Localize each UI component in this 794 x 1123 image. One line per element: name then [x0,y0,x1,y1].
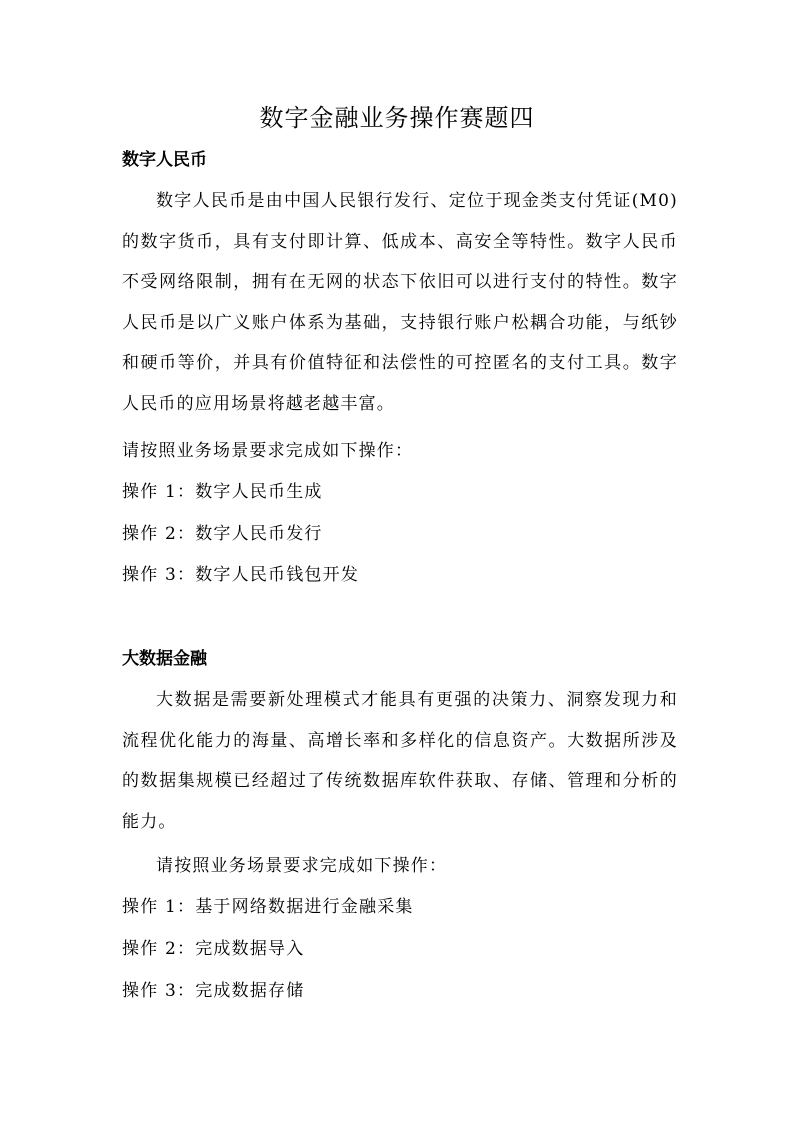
operation-item: 操作 3：数字人民币钱包开发 [122,565,360,585]
operation-item: 操作 1：数字人民币生成 [122,482,323,502]
operation-item: 操作 2：数字人民币发行 [122,524,323,544]
section-heading-digital-rmb: 数字人民币 [122,150,207,170]
document-title: 数字金融业务操作赛题四 [259,104,535,132]
section-heading-big-data-finance: 大数据金融 [122,649,207,669]
operation-item: 操作 1：基于网络数据进行金融采集 [122,897,414,917]
operation-item: 操作 2：完成数据导入 [122,939,305,959]
section-instruction-digital-rmb: 请按照业务场景要求完成如下操作： [122,441,414,461]
operation-item: 操作 3：完成数据存储 [122,981,305,1001]
section-paragraph-digital-rmb: 数字人民币是由中国人民银行发行、定位于现金类支付凭证(M0)的数字货币，具有支付即计算、低成本、高安全等特性。数字人民币不受网络限制，拥有在无网的状态下依旧可以进行支付的特性。数字人民币是以广义账户体系为基础，支持银行账户松耦合功能，与纸钞和硬币等价，并具有价值特征和法偿性的可控匿名的支付工具。数字人民币的应用场景将越老越丰富。 [122,191,678,414]
section-paragraph-big-data-finance: 大数据是需要新处理模式才能具有更强的决策力、洞察发现力和流程优化能力的海量、高增长率和多样化的信息资产。大数据所涉及的数据集规模已经超过了传统数据库软件获取、存储、管理和分析的能力。 [122,690,678,832]
section-instruction-big-data-finance: 请按照业务场景要求完成如下操作： [156,856,448,876]
